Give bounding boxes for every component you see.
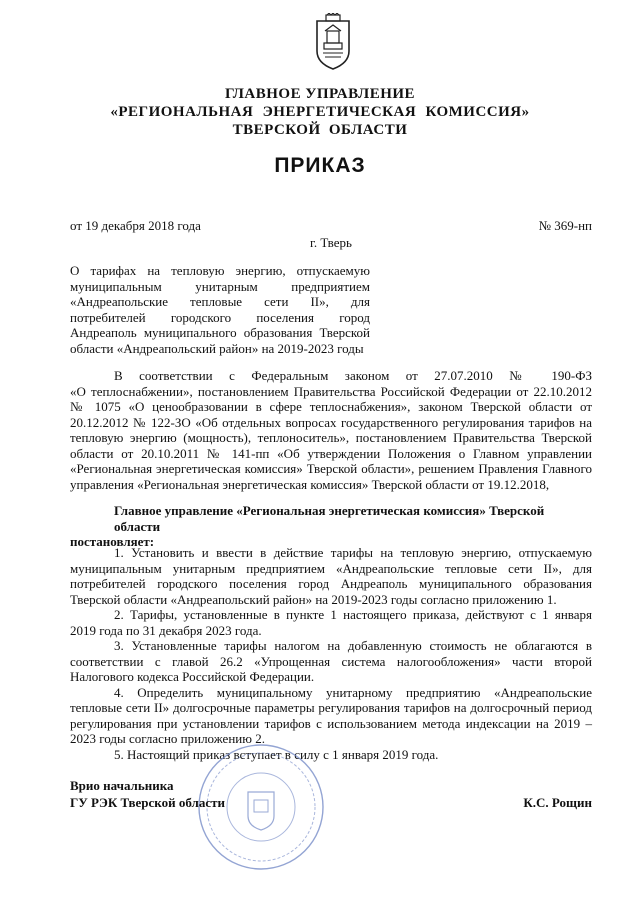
preamble-line: «О теплоснабжении», постановлением Правительства Российской Федерации от 22.10.2012 (70, 383, 592, 399)
item-line: соответствии с главой 26.2 «Упрощенная система налогообложения» части второй (70, 653, 592, 669)
subject-line: муниципальным унитарным предприятием (70, 278, 370, 294)
subject-line: потребителей городского поселения город (70, 309, 370, 325)
preamble-line: области от 20.10.2011 № 141-пп «Об утверждении Положения о Главном управлении (70, 445, 592, 461)
item-line: 4. Определить муниципальному унитарному предприятию «Андреапольские (114, 684, 592, 700)
subject-line: О тарифах на тепловую энергию, отпускаемую (70, 263, 370, 278)
preamble-line: тепловую энергию (мощность), теплоноситель», постановлением Правительства Тверской (70, 430, 592, 445)
preamble-line: 20.12.2012 № 122-ЗО «Об отдельных вопросах государственного регулирования тарифов на (70, 414, 592, 430)
subject-line: «Андреапольские тепловые сети II», для (70, 294, 370, 309)
item-line: 2019 года по 31 декабря 2023 года. (70, 622, 262, 638)
item-line: потребителей городского поселения город Андреаполь муниципального образования (70, 576, 592, 591)
org-name-line3: ТВЕРСКОЙ ОБЛАСТИ (232, 122, 408, 138)
signatory-title-line2: ГУ РЭК Тверской области (70, 795, 225, 810)
preamble-line: управления «Региональная энергетическая комиссия» Тверской области от 19.12.2018, (70, 476, 550, 492)
decree-items (70, 545, 592, 762)
decree-statement (70, 503, 592, 550)
coat-of-arms-icon (313, 13, 353, 73)
signatory-name: К.С. Рощин (523, 795, 592, 810)
document-city: г. Тверь (310, 235, 352, 250)
decree-line: постановляет: (70, 534, 155, 549)
preamble-line: В соответствии с Федеральным законом от 27.07.2010 № 190-ФЗ (114, 368, 592, 383)
preamble-paragraph (70, 368, 592, 492)
subject-line: Андреаполь муниципального образования Тверской (70, 325, 370, 340)
subject-line: области «Андреапольский район» на 2019-2023 годы (70, 340, 364, 356)
item-line: 3. Установленные тарифы налогом на добавленную стоимость не облагаются в (114, 638, 592, 653)
item-line: 2023 годы согласно приложению 2. (70, 731, 265, 746)
document-number: № 369-нп (538, 218, 592, 233)
preamble-line: «Региональная энергетическая комиссия» Тверской области», решением Правления Главного (70, 461, 592, 476)
item-line: Тверской области «Андреапольский район» на 2019-2023 годы согласно приложению 1. (70, 591, 557, 607)
item-line: 1. Установить и ввести в действие тарифы на тепловую энергию, отпускаемую (114, 545, 592, 560)
org-name-line1: ГЛАВНОЕ УПРАВЛЕНИЕ (224, 86, 416, 102)
preamble-line: № 1075 «О ценообразовании в сфере теплоснабжения», законом Тверской области от (70, 399, 592, 414)
org-name-line2: «РЕГИОНАЛЬНАЯ ЭНЕРГЕТИЧЕСКАЯ КОМИССИЯ» (110, 104, 530, 120)
item-line: 5. Настоящий приказ вступает в силу с 1 января 2019 года. (114, 746, 439, 762)
document-type-title: ПРИКАЗ (274, 154, 366, 177)
item-line: Налогового кодекса Российской Федерации. (70, 669, 315, 684)
document-date: от 19 декабря 2018 года (70, 218, 201, 233)
signatory-title-line1: Врио начальника (70, 778, 174, 793)
item-line: регулирования при установлении тарифов с использованием метода индексации на 2019 – (70, 715, 592, 731)
decree-line: Главное управление «Региональная энергетическая комиссия» Тверской области (114, 503, 545, 534)
item-line: 2. Тарифы, установленные в пункте 1 настоящего приказа, действуют с 1 января (114, 607, 592, 622)
item-line: муниципальным унитарным предприятием «Андреапольские тепловые сети II», для (70, 560, 592, 576)
item-line: тепловые сети II» долгосрочные параметры регулирования тарифов на долгосрочный период (70, 700, 592, 715)
document-subject (70, 263, 370, 356)
